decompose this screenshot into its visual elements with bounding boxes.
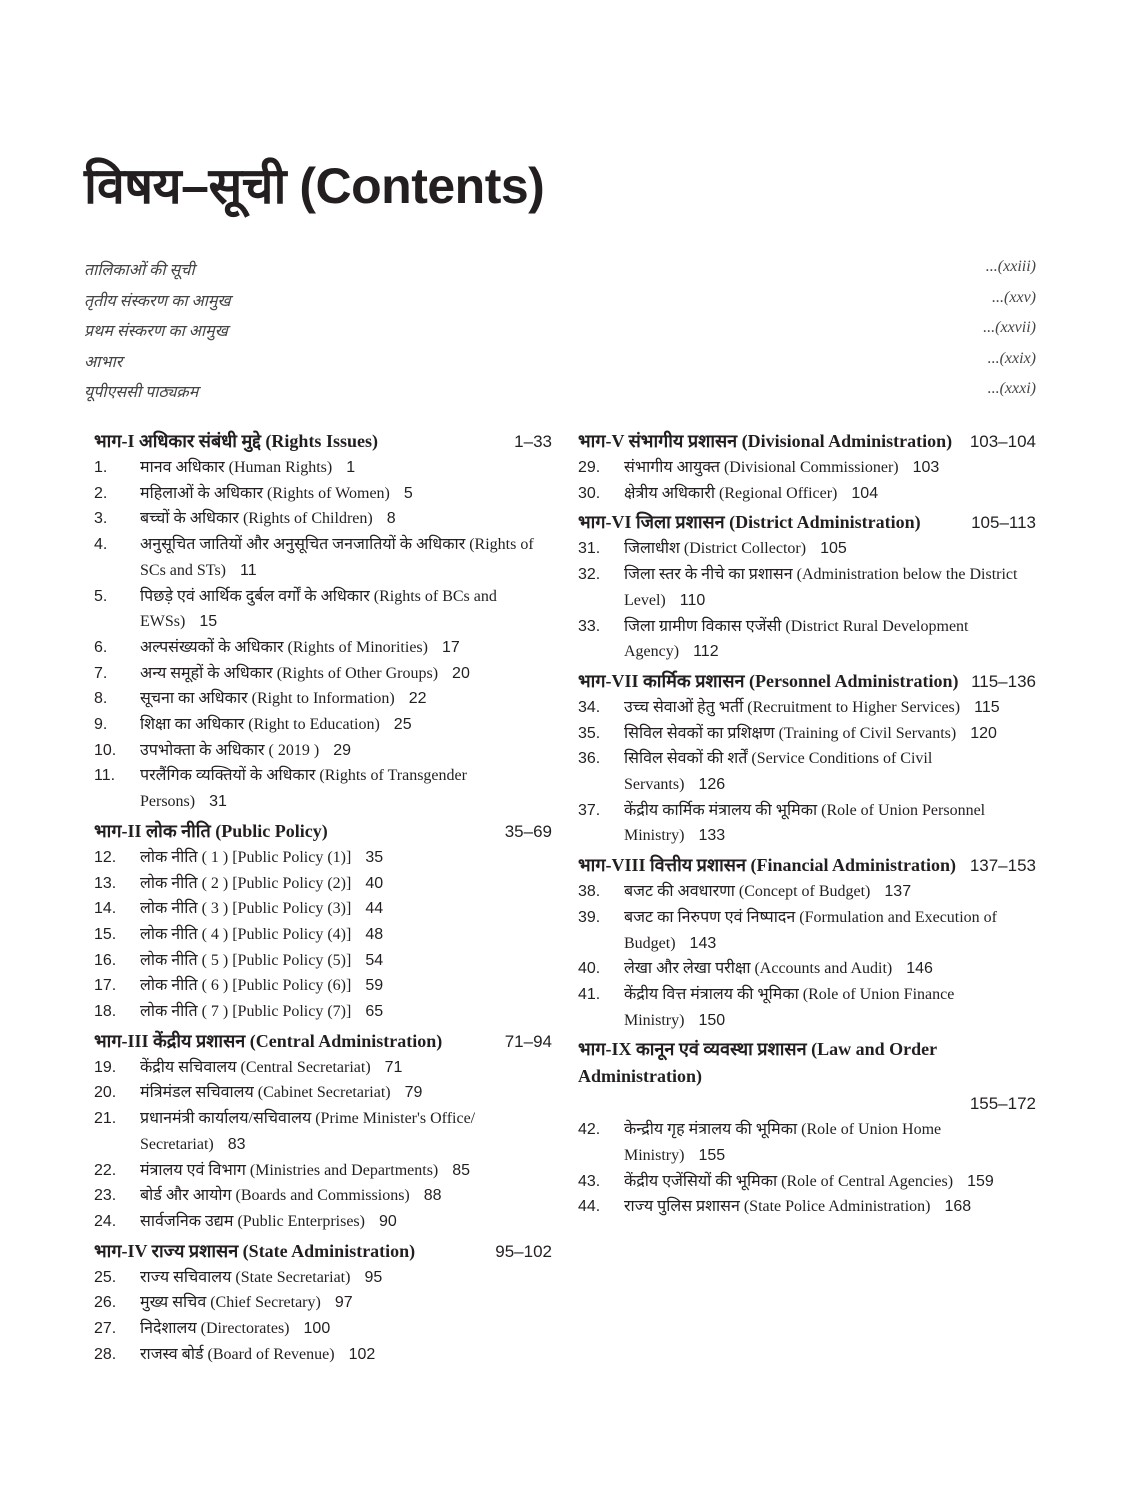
front-matter-entry[interactable] — [84, 380, 1036, 411]
chapter-title-wrap — [140, 999, 552, 1025]
chapter-title: मंत्रिमंडल सचिवालय (Cabinet Secretariat) — [140, 1084, 391, 1102]
section-page-range: 115–136 — [971, 671, 1036, 691]
chapter-entry[interactable] — [578, 1169, 1036, 1195]
chapter-entry[interactable] — [94, 948, 552, 974]
chapter-title: राज्य पुलिस प्रशासन (State Police Administration) — [624, 1198, 931, 1216]
chapter-title: मानव अधिकार (Human Rights) — [140, 459, 333, 476]
chapter-title-wrap — [140, 1055, 552, 1081]
chapter-number: 3. — [94, 510, 108, 528]
chapter-number: 15. — [94, 925, 117, 943]
chapter-title: लोक नीति ( 4 ) [Public Policy (4)] — [140, 925, 352, 943]
contents-column-right — [578, 425, 1036, 1220]
chapter-page: 133 — [698, 827, 726, 845]
chapter-entry[interactable] — [578, 455, 1036, 481]
chapter-title-wrap — [140, 1080, 552, 1106]
chapter-number: 14. — [94, 900, 117, 918]
chapter-page: 44 — [365, 900, 384, 918]
chapter-title: शिक्षा का अधिकार (Right to Education) — [140, 716, 380, 734]
section-heading[interactable] — [578, 428, 1036, 455]
chapter-page: 150 — [698, 1011, 726, 1029]
section-title: भाग-V संभागीय प्रशासन (Divisional Administration) — [578, 431, 953, 451]
chapter-number: 37. — [578, 801, 601, 819]
entry-page: ...(xxvii) — [983, 319, 1036, 336]
chapter-page: 83 — [227, 1135, 246, 1153]
chapter-entry[interactable] — [578, 695, 1036, 721]
chapter-entry[interactable] — [94, 763, 552, 814]
chapter-title: संभागीय आयुक्त (Divisional Commissioner) — [624, 459, 899, 476]
chapter-entry[interactable] — [94, 1055, 552, 1081]
chapter-title: केंद्रीय वित्त मंत्रालय की भूमिका (Role of Union Finance Ministry) — [624, 985, 955, 1029]
chapter-title-wrap — [140, 506, 552, 532]
chapter-title-wrap — [140, 686, 552, 712]
chapter-title-wrap — [624, 455, 1036, 481]
chapter-title: निदेशालय (Directorates) — [140, 1320, 290, 1338]
chapter-entry[interactable] — [94, 455, 552, 481]
chapter-number: 2. — [94, 484, 108, 502]
chapter-number: 20. — [94, 1084, 117, 1102]
entry-label: प्रथम संस्करण का आमुख — [84, 323, 228, 340]
chapter-title-wrap — [624, 746, 1036, 797]
chapter-page: 79 — [404, 1084, 423, 1102]
chapter-number: 23. — [94, 1187, 117, 1205]
chapter-page: 115 — [974, 698, 1000, 716]
chapter-entry[interactable] — [578, 481, 1036, 507]
chapter-number: 41. — [578, 985, 601, 1003]
chapter-page: 102 — [348, 1345, 376, 1363]
chapter-entry[interactable] — [578, 982, 1036, 1033]
chapter-entry[interactable] — [94, 661, 552, 687]
chapter-number: 39. — [578, 908, 601, 926]
chapter-number: 32. — [578, 566, 601, 584]
chapter-title-wrap — [140, 1209, 552, 1235]
chapter-number: 6. — [94, 638, 108, 656]
chapter-title: बोर्ड और आयोग (Boards and Commissions) — [140, 1187, 410, 1205]
chapter-title-wrap — [624, 1117, 1036, 1168]
chapter-title-wrap — [140, 896, 552, 922]
front-matter-list — [84, 258, 1036, 411]
section-heading[interactable] — [94, 428, 552, 455]
chapter-entry[interactable] — [94, 635, 552, 661]
chapter-entry[interactable] — [578, 536, 1036, 562]
chapter-number: 31. — [578, 540, 601, 558]
chapter-title: राजस्व बोर्ड (Board of Revenue) — [140, 1345, 335, 1363]
chapter-page: 8 — [386, 510, 396, 528]
chapter-title: राज्य सचिवालय (State Secretariat) — [140, 1268, 351, 1286]
chapter-title-wrap — [140, 763, 552, 814]
chapter-page: 105 — [820, 540, 847, 558]
chapter-title: उपभोक्ता के अधिकार ( 2019 ) — [140, 741, 320, 759]
chapter-title: बच्चों के अधिकार (Rights of Children) — [140, 510, 373, 528]
contents-column-left — [94, 425, 552, 1368]
chapter-title: सूचना का अधिकार (Right to Information) — [140, 690, 395, 708]
section-page-range: 137–153 — [969, 856, 1036, 876]
chapter-entry[interactable] — [94, 1080, 552, 1106]
entry-page: ...(xxix) — [987, 349, 1036, 367]
section-heading[interactable] — [578, 509, 1036, 536]
chapter-entry[interactable] — [94, 1158, 552, 1184]
chapter-title-wrap — [140, 1183, 552, 1209]
chapter-page: 31 — [209, 793, 227, 811]
chapter-page: 25 — [393, 716, 412, 734]
chapter-title: लोक नीति ( 1 ) [Public Policy (1)] — [140, 848, 352, 866]
chapter-title: क्षेत्रीय अधिकारी (Regional Officer) — [624, 484, 838, 502]
chapter-title: अन्य समूहों के अधिकार (Rights of Other Groups) — [140, 664, 439, 682]
chapter-entry[interactable] — [94, 1106, 552, 1157]
chapter-entry[interactable] — [94, 922, 552, 948]
section-page-range: 71–94 — [504, 1031, 552, 1051]
entry-page: ...(xxxi) — [987, 380, 1036, 397]
chapter-entry[interactable] — [94, 1209, 552, 1235]
chapter-entry[interactable] — [578, 905, 1036, 956]
section-page-range: 35–69 — [504, 821, 552, 841]
front-matter-entry[interactable] — [84, 258, 1036, 289]
chapter-entry[interactable] — [94, 1342, 552, 1368]
chapter-title-wrap — [140, 584, 552, 635]
chapter-title: मंत्रालय एवं विभाग (Ministries and Departments) — [140, 1161, 439, 1179]
chapter-entry[interactable] — [578, 614, 1036, 665]
chapter-title-wrap — [140, 845, 552, 871]
section-page-range: 105–113 — [971, 513, 1036, 533]
chapter-number: 10. — [94, 741, 117, 759]
section-heading[interactable] — [94, 1238, 552, 1265]
chapter-title-wrap — [624, 721, 1036, 747]
chapter-title-wrap — [140, 948, 552, 974]
chapter-title-wrap — [624, 879, 1036, 905]
chapter-title-wrap — [624, 956, 1036, 982]
chapter-title: केंद्रीय सचिवालय (Central Secretariat) — [140, 1058, 371, 1076]
entry-label: तालिकाओं की सूची — [84, 262, 195, 279]
chapter-number: 44. — [578, 1198, 601, 1216]
chapter-title-wrap — [140, 871, 552, 897]
chapter-title-wrap — [140, 922, 552, 948]
chapter-page: 143 — [689, 934, 717, 952]
chapter-page: 100 — [303, 1320, 331, 1338]
chapter-page: 65 — [365, 1003, 384, 1021]
chapter-entry[interactable] — [94, 896, 552, 922]
chapter-number: 7. — [94, 664, 108, 682]
chapter-title-wrap — [624, 982, 1036, 1033]
chapter-page: 1 — [346, 459, 356, 476]
chapter-title: जिलाधीश (District Collector) — [624, 540, 807, 558]
chapter-title: मुख्य सचिव (Chief Secretary) — [140, 1294, 321, 1312]
chapter-number: 40. — [578, 960, 601, 978]
chapter-page: 146 — [906, 960, 933, 978]
chapter-page: 137 — [884, 883, 912, 901]
chapter-title: केन्द्रीय गृह मंत्रालय की भूमिका (Role of Union Home Ministry) — [624, 1121, 942, 1165]
chapter-entry[interactable] — [94, 532, 552, 583]
chapter-number: 8. — [94, 690, 108, 708]
chapter-title-wrap — [140, 1158, 552, 1184]
chapter-page: 54 — [365, 951, 384, 969]
chapter-page: 126 — [698, 776, 726, 794]
chapter-title-wrap — [140, 1290, 552, 1316]
section-page-range: 95–102 — [495, 1241, 552, 1261]
section-title: भाग-IX कानून एवं व्यवस्था प्रशासन (Law and Order Administration) — [578, 1039, 937, 1087]
chapter-number: 27. — [94, 1320, 117, 1338]
chapter-page: 110 — [679, 591, 706, 609]
chapter-title-wrap — [624, 1194, 1036, 1220]
chapter-title-wrap — [140, 973, 552, 999]
chapter-entry[interactable] — [94, 584, 552, 635]
chapter-title-wrap — [140, 1316, 552, 1342]
chapter-page: 155 — [698, 1147, 726, 1165]
chapter-page: 90 — [378, 1212, 397, 1230]
chapter-entry[interactable] — [578, 721, 1036, 747]
chapter-title-wrap — [624, 798, 1036, 849]
chapter-title-wrap — [624, 1169, 1036, 1195]
chapter-number: 38. — [578, 883, 601, 901]
chapter-number: 30. — [578, 484, 601, 502]
chapter-page: 159 — [967, 1172, 994, 1190]
chapter-page: 20 — [452, 664, 470, 682]
chapter-entry[interactable] — [578, 1194, 1036, 1220]
chapter-title-wrap — [140, 1265, 552, 1291]
chapter-entry[interactable] — [578, 746, 1036, 797]
section-page-range: 155–172 — [969, 1094, 1036, 1114]
front-matter-entry[interactable] — [84, 289, 1036, 320]
section-title: भाग-VII कार्मिक प्रशासन (Personnel Administration) — [578, 670, 959, 691]
chapter-number: 26. — [94, 1294, 117, 1312]
entry-page: ...(xxv) — [992, 288, 1036, 306]
section-title: भाग-VI जिला प्रशासन (District Administration) — [578, 512, 921, 533]
chapter-page: 15 — [199, 613, 218, 631]
section-heading[interactable] — [578, 852, 1036, 879]
chapter-title: सार्वजनिक उद्यम (Public Enterprises) — [140, 1212, 365, 1230]
chapter-number: 42. — [578, 1121, 601, 1139]
chapter-title: लोक नीति ( 2 ) [Public Policy (2)] — [140, 874, 352, 892]
chapter-entry[interactable] — [94, 686, 552, 712]
section-title: भाग-III केंद्रीय प्रशासन (Central Administration) — [94, 1030, 443, 1051]
entry-label: तृतीय संस्करण का आमुख — [84, 292, 231, 310]
chapter-page: 40 — [365, 874, 384, 892]
chapter-title: सिविल सेवकों की शर्तें (Service Conditions of Civil Servants) — [624, 750, 933, 794]
entry-label: यूपीएससी पाठ्यक्रम — [84, 384, 199, 401]
chapter-number: 28. — [94, 1345, 117, 1363]
chapter-page: 29 — [333, 741, 352, 759]
chapter-title: सिविल सेवकों का प्रशिक्षण (Training of Civil Servants) — [624, 724, 957, 742]
chapter-entry[interactable] — [94, 973, 552, 999]
chapter-number: 1. — [94, 459, 108, 476]
chapter-entry[interactable] — [578, 798, 1036, 849]
chapter-entry[interactable] — [94, 506, 552, 532]
chapter-number: 12. — [94, 848, 117, 866]
chapter-number: 4. — [94, 536, 108, 554]
chapter-title: लोक नीति ( 7 ) [Public Policy (7)] — [140, 1003, 352, 1021]
chapter-entry[interactable] — [578, 1117, 1036, 1168]
chapter-entry[interactable] — [94, 1265, 552, 1291]
chapter-page: 120 — [970, 724, 997, 742]
chapter-number: 16. — [94, 951, 117, 969]
chapter-title-wrap — [140, 712, 552, 738]
chapter-title: उच्च सेवाओं हेतु भर्ती (Recruitment to Higher Services) — [624, 698, 961, 716]
chapter-entry[interactable] — [94, 845, 552, 871]
section-heading[interactable] — [578, 668, 1036, 695]
chapter-number: 5. — [94, 587, 108, 605]
chapter-title: अनुसूचित जातियों और अनुसूचित जनजातियों के अधिकार (Rights of SCs and STs) — [140, 536, 534, 579]
chapter-title: जिला स्तर के नीचे का प्रशासन (Administration below the District Level) — [624, 566, 1018, 609]
chapter-page: 103 — [912, 459, 940, 476]
section-title: भाग-I अधिकार संबंधी मुद्दे (Rights Issues) — [94, 431, 378, 451]
chapter-number: 25. — [94, 1268, 117, 1286]
chapter-title: प्रधानमंत्री कार्यालय/सचिवालय (Prime Minister's Office/ Secretariat) — [140, 1110, 476, 1153]
section-page-range: 103–104 — [969, 432, 1036, 451]
chapter-page: 71 — [384, 1058, 403, 1076]
chapter-number: 21. — [94, 1110, 117, 1128]
chapter-number: 11. — [94, 767, 116, 785]
chapter-number: 18. — [94, 1003, 117, 1021]
chapter-page: 59 — [365, 977, 384, 995]
chapter-entry[interactable] — [94, 712, 552, 738]
chapter-title: लोक नीति ( 5 ) [Public Policy (5)] — [140, 951, 352, 969]
chapter-entry[interactable] — [94, 999, 552, 1025]
chapter-entry[interactable] — [94, 1183, 552, 1209]
chapter-page: 88 — [423, 1187, 442, 1205]
front-matter-entry[interactable] — [84, 350, 1036, 381]
chapter-title: पिछड़े एवं आर्थिक दुर्बल वर्गों के अधिकार (Rights of BCs and EWSs) — [140, 587, 497, 631]
section-heading[interactable] — [94, 1028, 552, 1055]
chapter-title: लेखा और लेखा परीक्षा (Accounts and Audit) — [624, 960, 893, 978]
chapter-page: 11 — [240, 561, 257, 579]
chapter-title-wrap — [140, 1106, 552, 1157]
chapter-entry[interactable] — [578, 879, 1036, 905]
chapter-number: 24. — [94, 1212, 117, 1230]
chapter-title-wrap — [140, 635, 552, 661]
chapter-entry[interactable] — [94, 1316, 552, 1342]
chapter-number: 17. — [94, 977, 117, 995]
chapter-page: 95 — [364, 1268, 383, 1286]
chapter-entry[interactable] — [578, 956, 1036, 982]
chapter-title: जिला ग्रामीण विकास एजेंसी (District Rural Development Agency) — [624, 617, 969, 661]
chapter-title: लोक नीति ( 6 ) [Public Policy (6)] — [140, 977, 352, 995]
chapter-number: 22. — [94, 1161, 117, 1179]
chapter-title-wrap — [140, 455, 552, 481]
chapter-page: 35 — [365, 848, 384, 866]
chapter-number: 43. — [578, 1172, 601, 1190]
chapter-page: 97 — [334, 1294, 353, 1312]
chapter-title-wrap — [140, 738, 552, 764]
chapter-title: लोक नीति ( 3 ) [Public Policy (3)] — [140, 900, 352, 918]
chapter-title-wrap — [140, 532, 552, 583]
chapter-entry[interactable] — [94, 738, 552, 764]
chapter-title: बजट की अवधारणा (Concept of Budget) — [624, 883, 871, 901]
chapter-page: 104 — [851, 484, 879, 502]
chapter-page: 22 — [408, 690, 427, 708]
chapter-number: 34. — [578, 698, 601, 716]
chapter-page: 17 — [441, 638, 460, 656]
section-title: भाग-II लोक नीति (Public Policy) — [94, 820, 328, 841]
entry-label: आभार — [84, 353, 123, 371]
chapter-number: 13. — [94, 874, 117, 892]
page-title: विषय–सूची (Contents) — [84, 158, 545, 214]
chapter-title: केंद्रीय कार्मिक मंत्रालय की भूमिका (Role of Union Personnel Ministry) — [624, 801, 986, 845]
chapter-number: 29. — [578, 459, 601, 476]
chapter-title-wrap — [624, 481, 1036, 507]
section-title: भाग-VIII वित्तीय प्रशासन (Financial Administration) — [578, 855, 956, 876]
chapter-number: 35. — [578, 724, 601, 742]
chapter-title: महिलाओं के अधिकार (Rights of Women) — [140, 484, 390, 502]
chapter-page: 48 — [365, 925, 384, 943]
chapter-title: बजट का निरुपण एवं निष्पादन (Formulation and Execution of Budget) — [624, 908, 998, 952]
chapter-number: 19. — [94, 1058, 117, 1076]
chapter-number: 33. — [578, 617, 601, 635]
chapter-page: 85 — [452, 1161, 471, 1179]
chapter-title: परलैंगिक व्यक्तियों के अधिकार (Rights of Transgender Persons) — [140, 767, 467, 811]
chapter-entry[interactable] — [578, 562, 1036, 613]
chapter-number: 9. — [94, 716, 108, 734]
chapter-title-wrap — [624, 695, 1036, 721]
section-heading[interactable] — [94, 818, 552, 845]
section-page-range: 1–33 — [514, 432, 552, 451]
chapter-title: अल्पसंख्यकों के अधिकार (Rights of Minorities) — [140, 638, 428, 656]
chapter-number: 36. — [578, 750, 601, 768]
chapter-title-wrap — [624, 536, 1036, 562]
chapter-entry[interactable] — [94, 871, 552, 897]
chapter-title-wrap — [624, 905, 1036, 956]
section-heading[interactable] — [578, 1036, 1036, 1117]
chapter-page: 5 — [403, 484, 413, 502]
chapter-page: 112 — [693, 643, 719, 661]
chapter-title-wrap — [624, 562, 1036, 613]
section-title: भाग-IV राज्य प्रशासन (State Administration) — [94, 1240, 416, 1261]
chapter-title: केंद्रीय एजेंसियों की भूमिका (Role of Central Agencies) — [624, 1172, 954, 1190]
chapter-title-wrap — [140, 1342, 552, 1368]
entry-page: ...(xxiii) — [985, 258, 1036, 275]
chapter-entry[interactable] — [94, 481, 552, 507]
chapter-title-wrap — [624, 614, 1036, 665]
chapter-entry[interactable] — [94, 1290, 552, 1316]
front-matter-entry[interactable] — [84, 319, 1036, 350]
chapter-title-wrap — [140, 481, 552, 507]
chapter-title-wrap — [140, 661, 552, 687]
chapter-page: 168 — [944, 1198, 972, 1216]
